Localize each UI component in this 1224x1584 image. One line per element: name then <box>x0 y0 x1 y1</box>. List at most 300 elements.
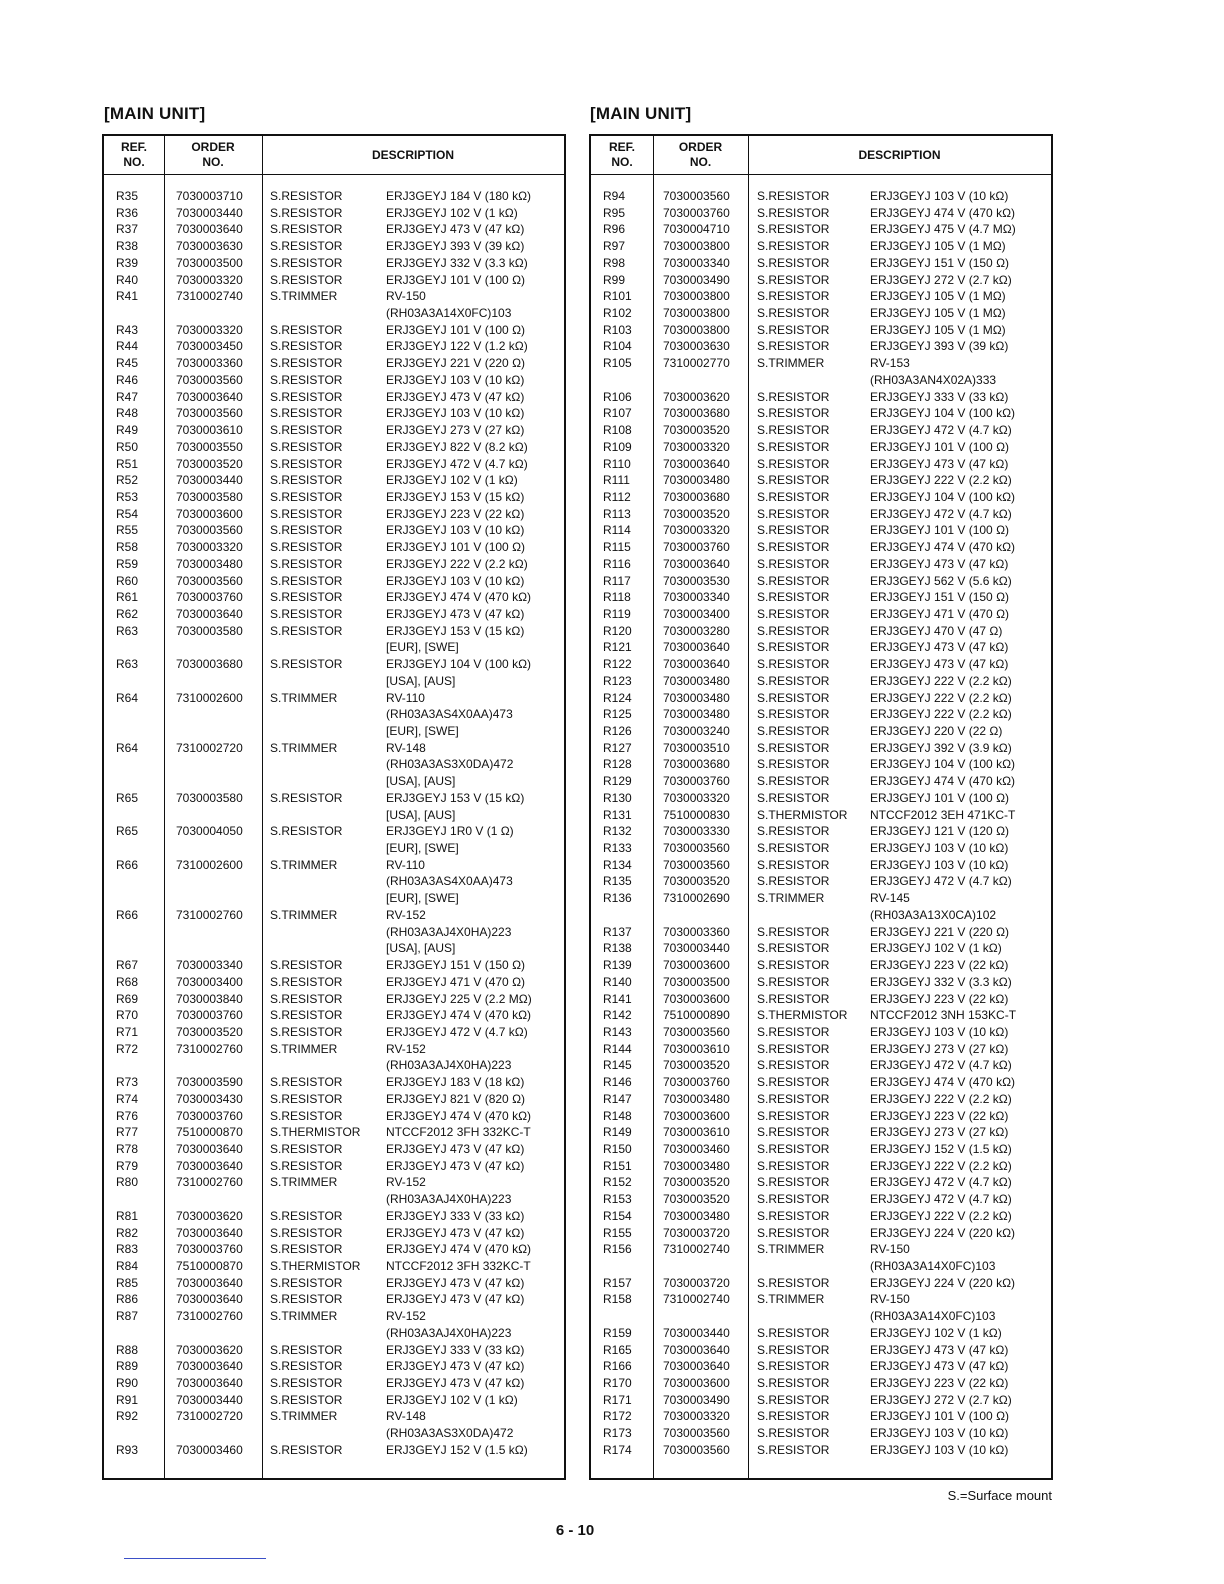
part-spec-cell: ERJ3GEYJ 102 V (1 kΩ) <box>386 473 518 488</box>
ref-no-cell: R66 <box>116 907 139 922</box>
table-row <box>591 723 1051 740</box>
order-no-cell: 7030003320 <box>176 272 243 287</box>
ref-no-cell: R63 <box>116 623 139 638</box>
part-spec-cell: ERJ3GEYJ 101 V (100 Ω) <box>870 1409 1010 1424</box>
table-row <box>591 205 1051 222</box>
table-row <box>104 1208 564 1225</box>
part-spec-cell: ERJ3GEYJ 222 V (2.2 kΩ) <box>870 707 1012 722</box>
part-type-cell: S.RESISTOR <box>757 1208 830 1223</box>
order-no-cell: 7030003600 <box>663 958 730 973</box>
order-no-cell: 7030003560 <box>663 1442 730 1457</box>
description-header: DESCRIPTION <box>858 147 941 162</box>
ref-no-cell: R170 <box>603 1376 632 1391</box>
part-spec-cell: NTCCF2012 3EH 471KC-T <box>870 807 1016 822</box>
ref-no-cell: R93 <box>116 1442 139 1457</box>
table-row <box>104 1007 564 1024</box>
ref-no-cell: R139 <box>603 958 632 973</box>
order-no-cell: 7030003640 <box>663 456 730 471</box>
ref-no-cell: R102 <box>603 306 632 321</box>
part-type-cell: S.RESISTOR <box>757 724 830 738</box>
part-spec-cell: ERJ3GEYJ 471 V (470 Ω) <box>386 974 526 989</box>
ref-no-cell: R131 <box>603 807 632 822</box>
part-type-cell: S.RESISTOR <box>757 1442 830 1457</box>
footer-rule <box>124 1558 266 1559</box>
order-no-cell: 7030003600 <box>176 506 243 521</box>
table-row <box>591 1258 1051 1275</box>
part-spec-cell: ERJ3GEYJ 473 V (47 kΩ) <box>386 1376 525 1391</box>
ref-no-cell: R59 <box>116 556 139 571</box>
table-row <box>104 1091 564 1108</box>
ref-no-cell: R92 <box>116 1409 139 1424</box>
part-type-cell: S.RESISTOR <box>757 857 830 872</box>
order-no-cell: 7030003760 <box>663 205 730 220</box>
part-spec-cell: [EUR], [SWE] <box>386 724 459 738</box>
order-no-cell: 7030003460 <box>176 1442 243 1457</box>
table-row <box>591 1325 1051 1342</box>
part-type-cell: S.TRIMMER <box>270 740 338 755</box>
table-row <box>104 857 564 874</box>
part-spec-cell: ERJ3GEYJ 472 V (4.7 kΩ) <box>870 1192 1012 1207</box>
ref-no-cell: R174 <box>603 1442 632 1457</box>
ref-no-cell: R68 <box>116 974 139 989</box>
part-type-cell: S.RESISTOR <box>270 1075 343 1090</box>
order-no-cell: 7030003400 <box>663 606 730 621</box>
parts-rows <box>104 188 564 1459</box>
table-row <box>591 272 1051 289</box>
ref-no-cell: R48 <box>116 406 139 421</box>
part-type-cell: S.RESISTOR <box>270 790 343 805</box>
part-spec-cell: [USA], [AUS] <box>386 673 456 688</box>
ref-no-header: REF. NO. <box>120 140 147 169</box>
part-spec-cell: ERJ3GEYJ 474 V (470 kΩ) <box>386 590 532 605</box>
order-no-cell: 7030003330 <box>663 824 730 839</box>
order-no-cell: 7030003620 <box>663 389 730 404</box>
order-no-cell: 7030003480 <box>663 473 730 488</box>
order-no-header: ORDER NO. <box>191 140 235 169</box>
part-type-cell: S.RESISTOR <box>757 941 830 956</box>
part-spec-cell: ERJ3GEYJ 222 V (2.2 kΩ) <box>870 473 1012 488</box>
part-spec-cell: ERJ3GEYJ 473 V (47 kΩ) <box>386 1158 525 1173</box>
part-spec-cell: RV-148 <box>386 740 426 755</box>
ref-no-cell: R114 <box>603 523 631 538</box>
order-no-cell: 7030003760 <box>176 1108 243 1123</box>
table-row <box>591 1425 1051 1442</box>
part-type-cell: S.RESISTOR <box>757 255 830 270</box>
table-row <box>591 422 1051 439</box>
part-spec-cell: ERJ3GEYJ 472 V (4.7 kΩ) <box>870 506 1012 521</box>
table-row <box>104 1141 564 1158</box>
order-no-cell: 7030003720 <box>663 1275 730 1290</box>
part-spec-cell: ERJ3GEYJ 222 V (2.2 kΩ) <box>386 556 528 571</box>
table-row <box>104 389 564 406</box>
part-type-cell: S.RESISTOR <box>270 389 343 404</box>
order-no-cell: 7310002760 <box>176 907 243 922</box>
part-spec-cell: ERJ3GEYJ 103 V (10 kΩ) <box>386 372 525 387</box>
ref-no-cell: R36 <box>116 205 139 220</box>
order-no-cell: 7030003320 <box>176 540 243 555</box>
part-spec-cell: ERJ3GEYJ 1R0 V (1 Ω) <box>386 824 514 839</box>
table-row <box>591 974 1051 991</box>
ref-no-cell: R137 <box>603 924 632 939</box>
ref-no-cell: R64 <box>116 740 139 755</box>
ref-no-cell: R60 <box>116 573 139 588</box>
part-spec-cell: ERJ3GEYJ 223 V (22 kΩ) <box>870 991 1009 1006</box>
part-spec-cell: ERJ3GEYJ 105 V (1 MΩ) <box>870 322 1006 337</box>
part-type-cell: S.RESISTOR <box>757 573 830 588</box>
ref-no-cell: R166 <box>603 1359 632 1374</box>
ref-no-cell: R98 <box>603 255 626 270</box>
table-row <box>591 1358 1051 1375</box>
part-spec-cell: NTCCF2012 3FH 332KC-T <box>386 1259 531 1273</box>
part-spec-cell: ERJ3GEYJ 222 V (2.2 kΩ) <box>870 690 1012 705</box>
order-no-cell: 7030003510 <box>663 740 730 755</box>
part-spec-cell: ERJ3GEYJ 103 V (10 kΩ) <box>870 1426 1009 1441</box>
part-spec-cell: ERJ3GEYJ 473 V (47 kΩ) <box>386 1141 525 1156</box>
part-spec-cell: (RH03A3A14X0FC)103 <box>870 1309 996 1324</box>
table-row <box>591 255 1051 272</box>
order-no-cell: 7030003560 <box>663 857 730 872</box>
order-no-cell: 7030003500 <box>663 974 730 989</box>
part-spec-cell: (RH03A3AS3X0DA)472 <box>386 1426 514 1441</box>
part-spec-cell: ERJ3GEYJ 223 V (22 kΩ) <box>870 1376 1009 1391</box>
part-spec-cell: ERJ3GEYJ 151 V (150 Ω) <box>386 958 526 973</box>
table-row <box>591 673 1051 690</box>
table-row <box>104 807 564 824</box>
table-row <box>591 1074 1051 1091</box>
ref-no-cell: R54 <box>116 506 139 521</box>
part-type-cell: S.RESISTOR <box>757 556 830 571</box>
part-type-cell: S.RESISTOR <box>270 473 343 488</box>
order-no-cell: 7030003480 <box>663 1208 730 1223</box>
part-spec-cell: RV-150 <box>870 1242 910 1257</box>
part-type-cell: S.RESISTOR <box>757 1108 830 1123</box>
order-no-cell: 7030003640 <box>663 657 730 672</box>
table-row <box>591 1057 1051 1074</box>
ref-no-cell: R44 <box>116 339 139 354</box>
part-spec-cell: ERJ3GEYJ 272 V (2.7 kΩ) <box>870 272 1012 287</box>
order-no-cell: 7030003520 <box>663 506 730 521</box>
part-spec-cell: ERJ3GEYJ 121 V (120 Ω) <box>870 824 1010 839</box>
table-row <box>591 873 1051 890</box>
table-row <box>104 338 564 355</box>
table-row <box>591 940 1051 957</box>
table-row <box>104 255 564 272</box>
part-spec-cell: ERJ3GEYJ 393 V (39 kΩ) <box>870 339 1009 354</box>
order-no-cell: 7030003560 <box>176 372 243 387</box>
part-spec-cell: ERJ3GEYJ 102 V (1 kΩ) <box>870 941 1002 956</box>
part-type-cell: S.RESISTOR <box>270 1359 343 1374</box>
part-type-cell: S.RESISTOR <box>757 473 830 488</box>
table-row <box>104 305 564 322</box>
order-no-cell: 7030003630 <box>176 239 243 254</box>
order-no-cell: 7030003840 <box>176 991 243 1006</box>
ref-no-cell: R35 <box>116 189 139 203</box>
ref-no-cell: R41 <box>116 289 139 304</box>
part-spec-cell: ERJ3GEYJ 821 V (820 Ω) <box>386 1091 526 1106</box>
table-row <box>104 873 564 890</box>
ref-no-cell: R173 <box>603 1426 632 1441</box>
part-type-cell: S.RESISTOR <box>757 673 830 688</box>
table-row <box>104 205 564 222</box>
ref-no-cell: R110 <box>603 456 631 471</box>
part-type-cell: S.TRIMMER <box>270 1041 338 1056</box>
ref-no-cell: R62 <box>116 606 139 621</box>
part-spec-cell: ERJ3GEYJ 152 V (1.5 kΩ) <box>386 1442 528 1457</box>
part-spec-cell: RV-150 <box>870 1292 910 1307</box>
part-type-cell: S.RESISTOR <box>757 439 830 454</box>
part-type-cell: S.RESISTOR <box>757 841 830 856</box>
ref-no-cell: R40 <box>116 272 139 287</box>
part-spec-cell: ERJ3GEYJ 104 V (100 kΩ) <box>870 757 1016 772</box>
part-spec-cell: ERJ3GEYJ 474 V (470 kΩ) <box>870 1075 1016 1090</box>
order-no-cell: 7030003520 <box>663 874 730 889</box>
part-spec-cell: (RH03A3AJ4X0HA)223 <box>386 924 512 939</box>
ref-no-cell: R172 <box>603 1409 632 1424</box>
table-row <box>591 1308 1051 1325</box>
order-no-cell: 7030003640 <box>663 1342 730 1357</box>
part-spec-cell: ERJ3GEYJ 103 V (10 kΩ) <box>386 406 525 421</box>
part-spec-cell: ERJ3GEYJ 122 V (1.2 kΩ) <box>386 339 528 354</box>
part-spec-cell: RV-110 <box>386 857 425 872</box>
order-no-cell: 7030003520 <box>663 1192 730 1207</box>
table-row <box>104 355 564 372</box>
ref-no-cell: R103 <box>603 322 632 337</box>
table-row <box>591 472 1051 489</box>
part-type-cell: S.RESISTOR <box>270 506 343 521</box>
order-no-cell: 7030003440 <box>663 941 730 956</box>
order-no-cell: 7030003600 <box>663 1376 730 1391</box>
table-row <box>104 924 564 941</box>
ref-no-cell: R107 <box>603 406 632 421</box>
table-row <box>104 756 564 773</box>
part-spec-cell: ERJ3GEYJ 102 V (1 kΩ) <box>870 1325 1002 1340</box>
part-spec-cell: ERJ3GEYJ 474 V (470 kΩ) <box>386 1008 532 1023</box>
order-no-cell: 7030003760 <box>663 1075 730 1090</box>
ref-no-cell: R104 <box>603 339 632 354</box>
order-no-cell: 7030003760 <box>663 774 730 789</box>
part-type-cell: S.RESISTOR <box>757 423 830 438</box>
ref-no-cell: R91 <box>116 1392 139 1407</box>
parts-rows <box>591 188 1051 1459</box>
part-spec-cell: [USA], [AUS] <box>386 774 456 789</box>
table-row <box>104 723 564 740</box>
ref-no-cell: R135 <box>603 874 632 889</box>
part-spec-cell: ERJ3GEYJ 333 V (33 kΩ) <box>870 389 1009 404</box>
ref-no-cell: R124 <box>603 690 632 705</box>
order-no-cell: 7510000870 <box>176 1259 243 1273</box>
right-parts-table <box>589 134 1053 1480</box>
ref-no-cell: R72 <box>116 1041 139 1056</box>
ref-no-cell: R120 <box>603 623 632 638</box>
order-no-cell: 7030003520 <box>663 1058 730 1073</box>
part-spec-cell: [EUR], [SWE] <box>386 841 459 856</box>
part-type-cell: S.RESISTOR <box>270 1158 343 1173</box>
part-spec-cell: ERJ3GEYJ 222 V (2.2 kΩ) <box>870 673 1012 688</box>
order-no-cell: 7310002720 <box>176 1409 243 1424</box>
part-spec-cell: ERJ3GEYJ 103 V (10 kΩ) <box>870 1024 1009 1039</box>
part-type-cell: S.RESISTOR <box>270 1208 343 1223</box>
order-no-cell: 7030003440 <box>176 205 243 220</box>
ref-no-cell: R47 <box>116 389 139 404</box>
table-row <box>591 489 1051 506</box>
ref-no-cell: R115 <box>603 540 631 555</box>
order-no-cell: 7030003480 <box>663 690 730 705</box>
order-no-cell: 7030003640 <box>176 1376 243 1391</box>
order-no-cell: 7030003760 <box>176 1008 243 1023</box>
ref-no-header: REF. NO. <box>608 140 635 169</box>
part-spec-cell: ERJ3GEYJ 273 V (27 kΩ) <box>870 1041 1009 1056</box>
table-row <box>104 1442 564 1459</box>
order-no-cell: 7030003610 <box>663 1041 730 1056</box>
part-type-cell: S.RESISTOR <box>757 774 830 789</box>
order-no-cell: 7030003490 <box>663 1392 730 1407</box>
order-no-cell: 7030003640 <box>176 1292 243 1307</box>
order-no-cell: 7030003590 <box>176 1075 243 1090</box>
table-row <box>104 1392 564 1409</box>
table-row <box>104 1325 564 1342</box>
part-type-cell: S.RESISTOR <box>757 606 830 621</box>
order-no-cell: 7030003800 <box>663 239 730 254</box>
ref-no-cell: R145 <box>603 1058 632 1073</box>
footnote: S.=Surface mount <box>947 1488 1052 1503</box>
order-no-cell: 7030003550 <box>176 439 243 454</box>
table-row <box>591 1375 1051 1392</box>
table-row <box>591 756 1051 773</box>
part-type-cell: S.RESISTOR <box>270 657 343 672</box>
part-spec-cell: RV-152 <box>386 1175 426 1190</box>
ref-no-cell: R73 <box>116 1075 139 1090</box>
part-type-cell: S.RESISTOR <box>757 1024 830 1039</box>
part-spec-cell: RV-150 <box>386 289 426 304</box>
part-spec-cell: ERJ3GEYJ 103 V (10 kΩ) <box>870 841 1009 856</box>
part-spec-cell: ERJ3GEYJ 472 V (4.7 kΩ) <box>386 456 528 471</box>
order-no-cell: 7030003710 <box>176 189 243 203</box>
part-type-cell: S.RESISTOR <box>757 1091 830 1106</box>
table-row <box>104 472 564 489</box>
ref-no-cell: R65 <box>116 824 139 839</box>
table-row <box>104 1174 564 1191</box>
order-no-cell: 7310002690 <box>663 891 730 906</box>
part-spec-cell: ERJ3GEYJ 105 V (1 MΩ) <box>870 289 1006 304</box>
part-spec-cell: ERJ3GEYJ 273 V (27 kΩ) <box>386 423 525 438</box>
table-row <box>591 924 1051 941</box>
ref-no-cell: R87 <box>116 1309 139 1324</box>
ref-no-cell: R157 <box>603 1275 632 1290</box>
ref-no-cell: R122 <box>603 657 632 672</box>
table-row <box>104 790 564 807</box>
table-row <box>591 1091 1051 1108</box>
ref-no-cell: R132 <box>603 824 632 839</box>
ref-no-cell: R71 <box>116 1024 139 1039</box>
order-no-cell: 7030003320 <box>663 523 730 538</box>
table-row <box>591 322 1051 339</box>
table-row <box>104 991 564 1008</box>
part-spec-cell: ERJ3GEYJ 471 V (470 Ω) <box>870 606 1010 621</box>
ref-no-cell: R127 <box>603 740 632 755</box>
part-spec-cell: [EUR], [SWE] <box>386 891 459 906</box>
part-spec-cell: ERJ3GEYJ 152 V (1.5 kΩ) <box>870 1141 1012 1156</box>
order-no-cell: 7030003500 <box>176 255 243 270</box>
part-type-cell: S.RESISTOR <box>757 707 830 722</box>
part-type-cell: S.RESISTOR <box>757 991 830 1006</box>
order-no-cell: 7030003240 <box>663 724 730 738</box>
order-no-cell: 7030003440 <box>176 473 243 488</box>
part-type-cell: S.RESISTOR <box>270 1225 343 1240</box>
table-row <box>104 456 564 473</box>
part-type-cell: S.RESISTOR <box>757 874 830 889</box>
table-row <box>591 221 1051 238</box>
order-no-cell: 7310002740 <box>176 289 243 304</box>
part-type-cell: S.TRIMMER <box>757 891 825 906</box>
table-row <box>591 1225 1051 1242</box>
part-type-cell: S.TRIMMER <box>270 289 338 304</box>
table-row <box>104 372 564 389</box>
part-spec-cell: (RH03A3A13X0CA)102 <box>870 907 997 922</box>
ref-no-cell: R125 <box>603 707 632 722</box>
part-type-cell: S.RESISTOR <box>757 1359 830 1374</box>
table-row <box>591 338 1051 355</box>
order-no-cell: 7030003640 <box>176 222 243 237</box>
table-row <box>591 840 1051 857</box>
order-no-cell: 7030003320 <box>176 322 243 337</box>
ref-no-cell: R138 <box>603 941 632 956</box>
table-row <box>104 556 564 573</box>
order-no-cell: 7030003800 <box>663 322 730 337</box>
part-spec-cell: ERJ3GEYJ 272 V (2.7 kΩ) <box>870 1392 1012 1407</box>
part-type-cell: S.RESISTOR <box>757 790 830 805</box>
order-no-cell: 7030003430 <box>176 1091 243 1106</box>
part-spec-cell: ERJ3GEYJ 223 V (22 kΩ) <box>870 1108 1009 1123</box>
ref-no-cell: R97 <box>603 239 626 254</box>
part-spec-cell: ERJ3GEYJ 105 V (1 MΩ) <box>870 306 1006 321</box>
part-spec-cell: ERJ3GEYJ 474 V (470 kΩ) <box>386 1108 532 1123</box>
part-spec-cell: (RH03A3AN4X02A)333 <box>870 372 997 387</box>
order-no-cell: 7310002720 <box>176 740 243 755</box>
ref-no-cell: R148 <box>603 1108 632 1123</box>
order-no-cell: 7030003760 <box>176 590 243 605</box>
part-spec-cell: ERJ3GEYJ 221 V (220 Ω) <box>386 356 526 371</box>
ref-no-cell: R55 <box>116 523 139 538</box>
part-spec-cell: ERJ3GEYJ 472 V (4.7 kΩ) <box>870 1175 1012 1190</box>
table-row <box>104 1041 564 1058</box>
order-no-cell: 7030003610 <box>663 1125 730 1140</box>
part-spec-cell: ERJ3GEYJ 333 V (33 kΩ) <box>386 1342 525 1357</box>
part-type-cell: S.RESISTOR <box>757 489 830 504</box>
table-row <box>591 1208 1051 1225</box>
order-no-cell: 7030003340 <box>663 255 730 270</box>
order-no-cell: 7030003580 <box>176 790 243 805</box>
part-spec-cell: ERJ3GEYJ 223 V (22 kΩ) <box>386 506 525 521</box>
ref-no-cell: R53 <box>116 489 139 504</box>
order-no-cell: 7030003600 <box>663 1108 730 1123</box>
part-type-cell: S.RESISTOR <box>270 255 343 270</box>
part-type-cell: S.RESISTOR <box>757 1125 830 1140</box>
table-row <box>104 221 564 238</box>
ref-no-cell: R105 <box>603 356 632 371</box>
part-type-cell: S.RESISTOR <box>270 523 343 538</box>
table-row <box>104 890 564 907</box>
part-type-cell: S.RESISTOR <box>757 958 830 973</box>
table-row <box>591 773 1051 790</box>
ref-no-cell: R126 <box>603 724 632 738</box>
part-type-cell: S.RESISTOR <box>757 974 830 989</box>
part-spec-cell: ERJ3GEYJ 474 V (470 kΩ) <box>870 205 1016 220</box>
part-spec-cell: NTCCF2012 3NH 153KC-T <box>870 1008 1017 1023</box>
order-no-cell: 7030003360 <box>663 924 730 939</box>
part-spec-cell: ERJ3GEYJ 332 V (3.3 kΩ) <box>386 255 528 270</box>
ref-no-cell: R45 <box>116 356 139 371</box>
part-spec-cell: ERJ3GEYJ 562 V (5.6 kΩ) <box>870 573 1012 588</box>
